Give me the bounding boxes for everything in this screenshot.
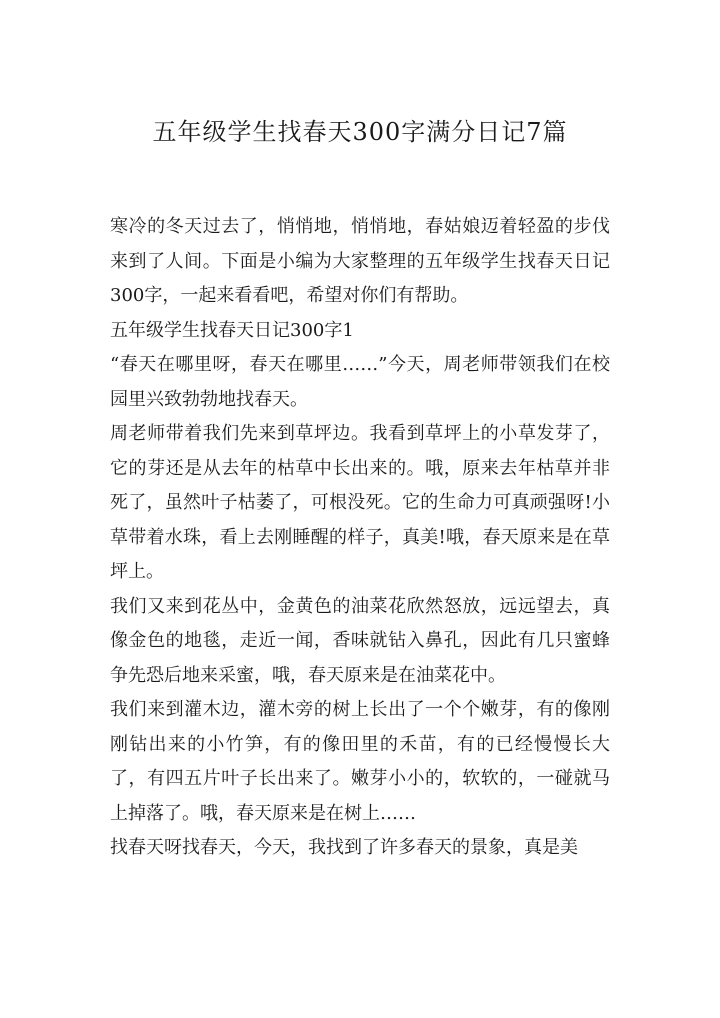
paragraph: “春天在哪里呀，春天在哪里……”今天，周老师带领我们在校园里兴致勃勃地找春天。 (110, 354, 610, 410)
document-title: 五年级学生找春天300字满分日记7篇 (152, 118, 568, 146)
section-heading: 五年级学生找春天日记300字1 (110, 319, 354, 341)
document-body (110, 210, 610, 866)
paragraph: 周老师带着我们先来到草坪边。我看到草坪上的小草发芽了，它的芽还是从去年的枯草中长出来的。哦，原来去年枯草并非死了，虽然叶子枯萎了，可根没死。它的生命力可真顽强呀!小草带着水珠，看上去刚睡醒的样子，真美!哦，春天原来是在草坪上。 (110, 423, 610, 582)
paragraph: 找春天呀找春天，今天，我找到了许多春天的景象，真是美 (110, 837, 578, 858)
paragraph: 我们又来到花丛中，金黄色的油菜花欣然怒放，远远望去，真像金色的地毯，走近一闻，香味就钻入鼻孔，因此有几只蜜蜂争先恐后地来采蜜，哦，春天原来是在油菜花中。 (110, 595, 610, 686)
paragraph: 我们来到灌木边，灌木旁的树上长出了一个个嫩芽，有的像刚刚钻出来的小竹笋，有的像田里的禾苗，有的已经慢慢长大了，有四五片叶子长出来了。嫩芽小小的，软软的，一碰就马上掉落了。哦，春天原来是在树上…… (110, 699, 610, 824)
paragraph-intro: 寒冷的冬天过去了，悄悄地，悄悄地，春姑娘迈着轻盈的步伐来到了人间。下面是小编为大家整理的五年级学生找春天日记300字，一起来看看吧，希望对你们有帮助。 (110, 216, 610, 306)
